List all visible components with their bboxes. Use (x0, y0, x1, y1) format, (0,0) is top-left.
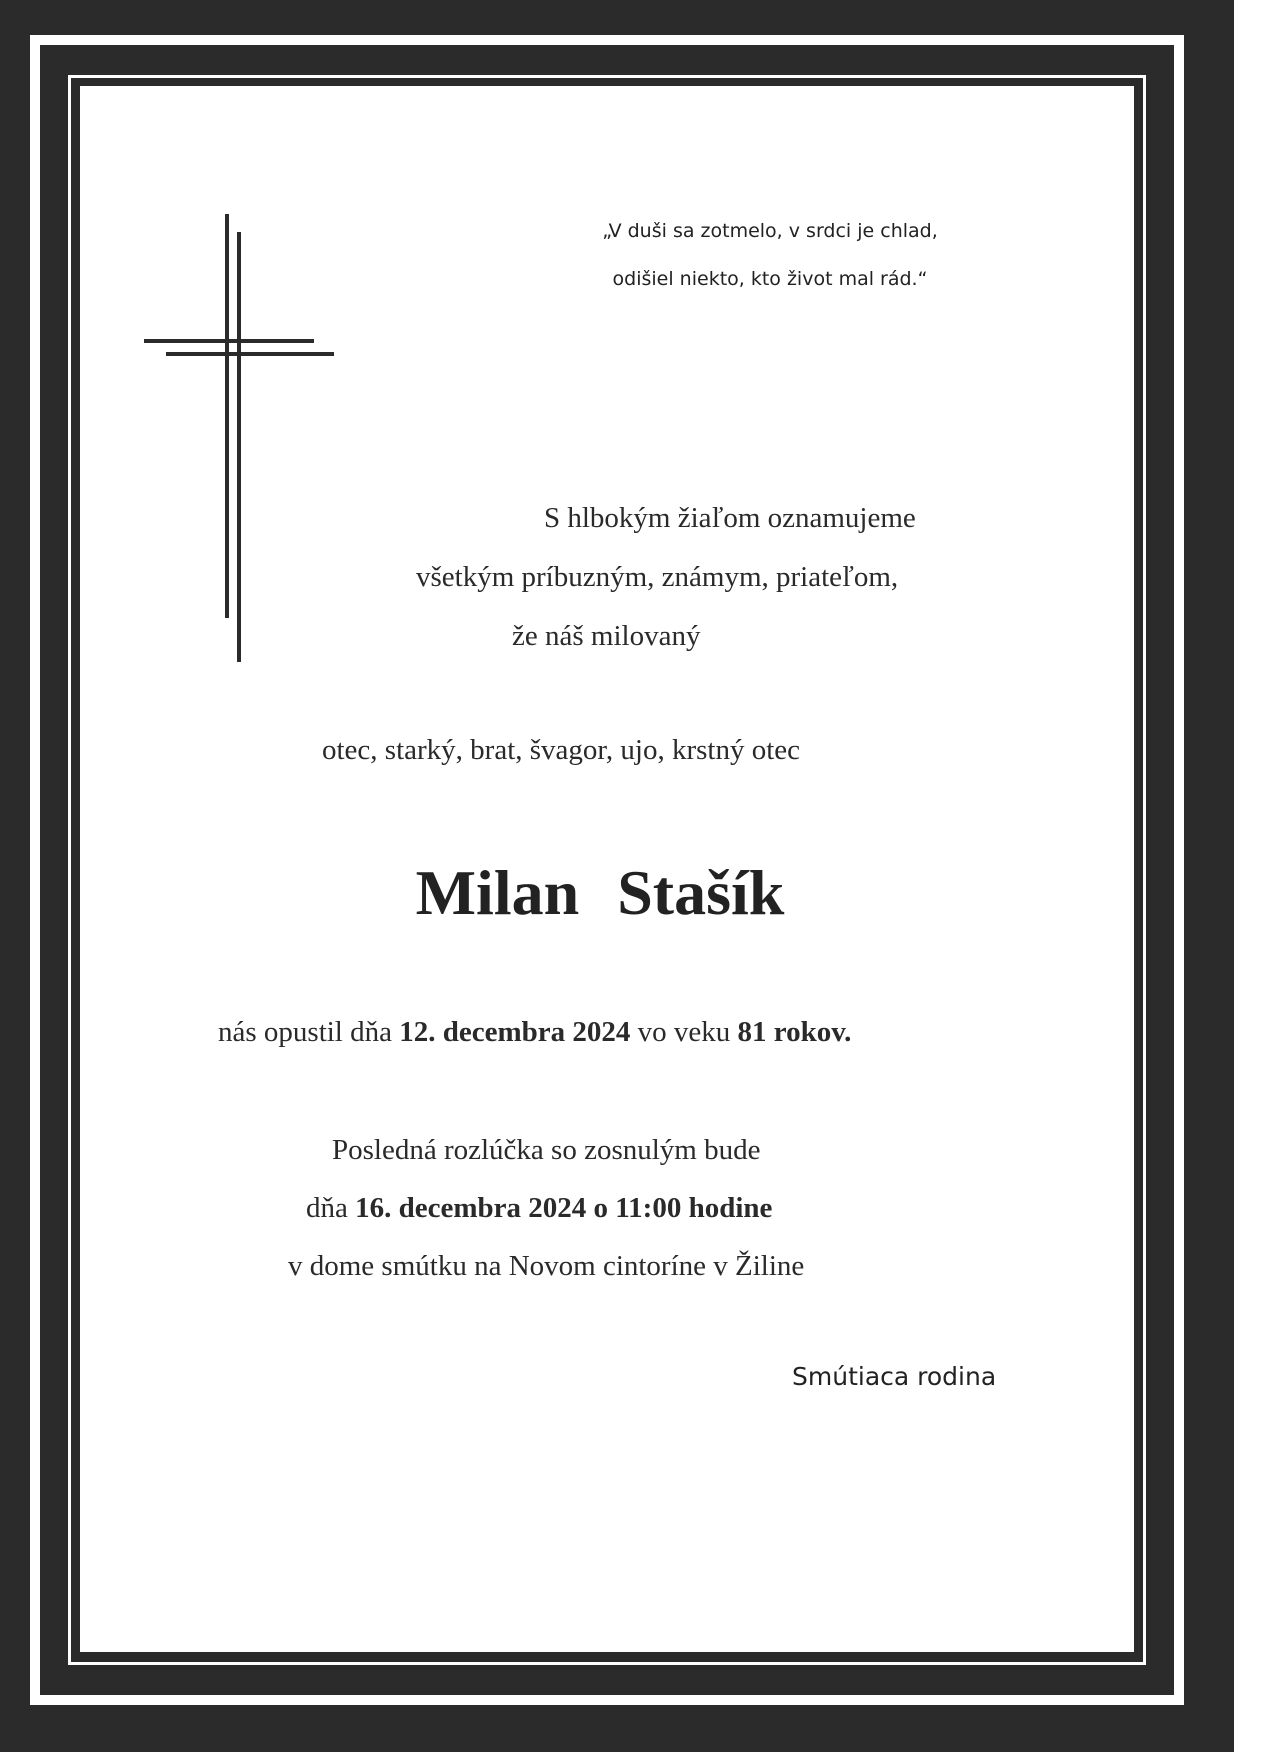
funeral-datetime: 16. decembra 2024 o 11:00 hodine (355, 1192, 773, 1224)
relations-line: otec, starký, brat, švagor, ujo, krstný otec (322, 734, 801, 766)
death-age: 81 rokov. (737, 1016, 852, 1048)
funeral-line-1: Posledná rozlúčka so zosnulým bude (332, 1134, 761, 1166)
death-date: 12. decembra 2024 (399, 1016, 631, 1048)
funeral-line-2 (306, 1192, 772, 1225)
deceased-name: Milan Stašík (415, 857, 785, 928)
cross-horizontal-top (144, 339, 314, 343)
death-prefix: nás opustil dňa (218, 1016, 392, 1048)
death-info (218, 1016, 851, 1049)
quote-line-2: odišiel niekto, kto život mal rád.“ (612, 268, 928, 290)
cross-vertical-left (225, 214, 229, 618)
cross-icon (140, 210, 340, 670)
announcement-line-3: že náš milovaný (512, 620, 701, 652)
funeral-prefix: dňa (306, 1192, 348, 1224)
death-middle: vo veku (637, 1016, 731, 1048)
funeral-line-3: v dome smútku na Novom cintoríne v Žiline (288, 1250, 805, 1282)
cross-vertical-right (237, 232, 241, 662)
signature: Smútiaca rodina (792, 1362, 997, 1391)
cross-horizontal-bottom (166, 352, 334, 356)
quote-line-1: „V duši sa zotmelo, v srdci je chlad, (602, 220, 938, 242)
announcement-line-1: S hlbokým žiaľom oznamujeme (544, 502, 916, 534)
announcement-line-2: všetkým príbuzným, známym, priateľom, (416, 561, 899, 593)
